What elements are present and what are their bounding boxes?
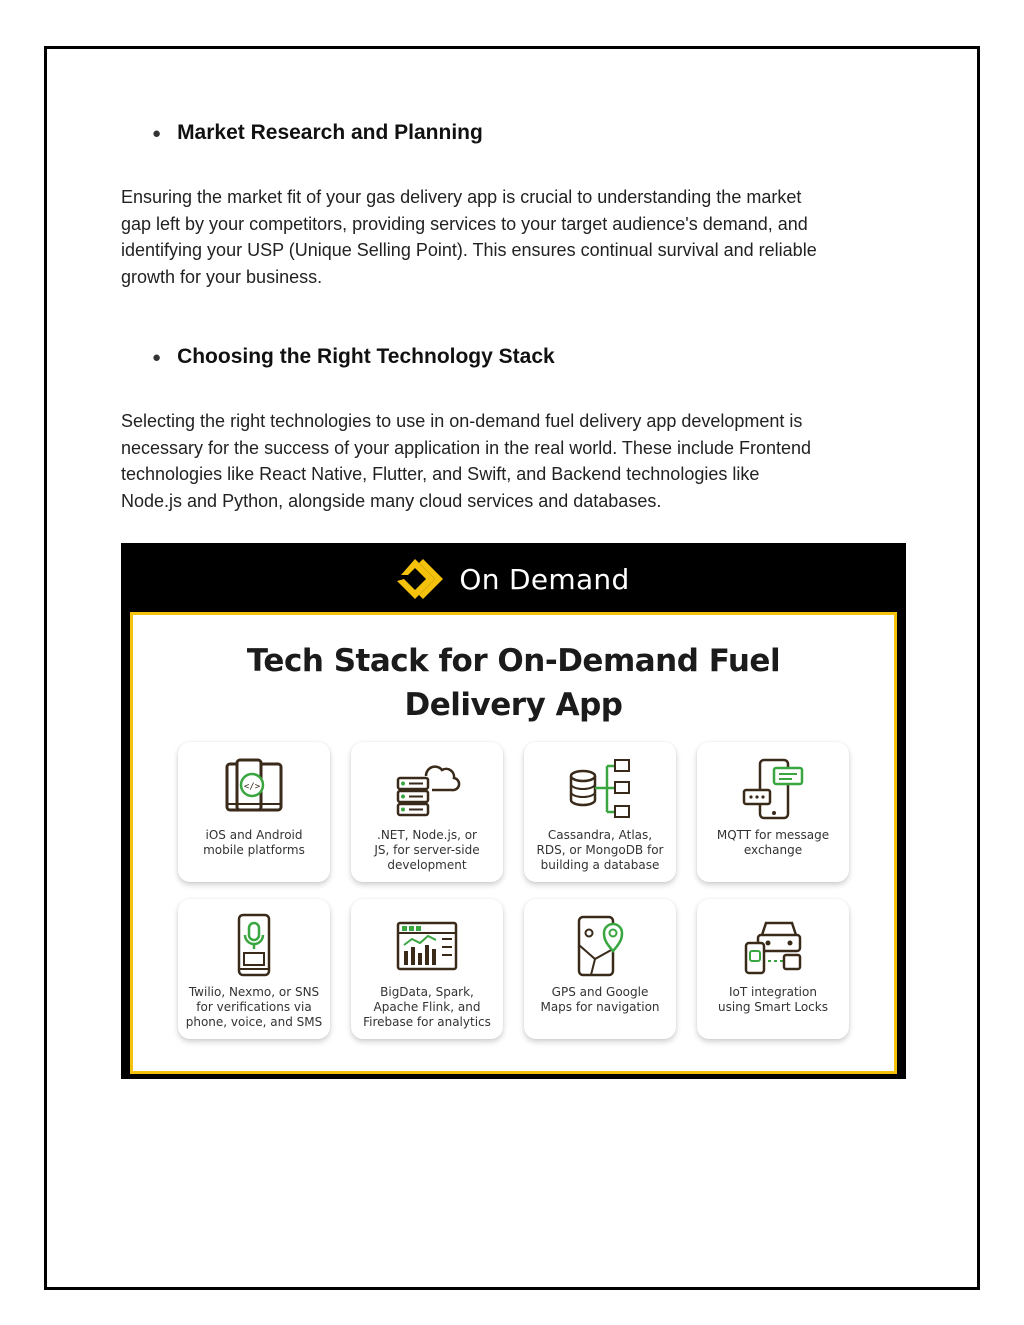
tech-card-mobile xyxy=(178,742,330,882)
card-label-line: Maps for navigation xyxy=(540,1000,660,1014)
card-label-line: exchange xyxy=(743,843,803,857)
card-label-line: Cassandra, Atlas, xyxy=(547,828,653,842)
tech-card-messaging xyxy=(697,742,849,882)
tech-card-database xyxy=(524,742,676,882)
database-tree-icon xyxy=(565,754,635,824)
tech-card-server xyxy=(351,742,503,882)
paragraph-line: technologies like React Native, Flutter, and Swift, and Backend technologies like xyxy=(121,464,760,484)
card-label-line: building a database xyxy=(540,858,660,872)
tech-card-iot xyxy=(697,899,849,1039)
tech-card-navigation xyxy=(524,899,676,1039)
tech-card-verification xyxy=(178,899,330,1039)
paragraph-line: necessary for the success of your application in the real world. These include Frontend xyxy=(121,437,812,458)
card-label-line: IoT integration xyxy=(729,985,817,999)
bullet-icon: ● xyxy=(152,348,162,366)
tech-card-analytics xyxy=(351,899,503,1039)
card-label xyxy=(528,985,672,1015)
card-label-line: phone, voice, and SMS xyxy=(185,1015,323,1029)
card-label-line: GPS and Google xyxy=(551,985,649,999)
map-navigation-icon xyxy=(565,911,635,981)
card-label-line: development xyxy=(387,858,467,872)
brand-name: On Demand xyxy=(459,562,630,596)
paragraph-tech-stack xyxy=(121,408,911,514)
card-label xyxy=(182,828,326,858)
iot-car-icon xyxy=(738,911,808,981)
tech-stack-panel xyxy=(130,612,897,1074)
card-label xyxy=(355,828,499,873)
paragraph-line: identifying your USP (Unique Selling Point). This ensures continual survival and reliable xyxy=(121,240,817,260)
card-label-line: for verifications via xyxy=(196,1000,312,1014)
on-demand-logo-icon xyxy=(397,557,445,601)
card-label-line: Apache Flink, and xyxy=(373,1000,481,1014)
title-line: Tech Stack for On-Demand Fuel xyxy=(246,643,781,679)
card-label-line: Twilio, Nexmo, or SNS xyxy=(188,985,320,999)
title-line: Delivery App xyxy=(404,687,623,723)
card-label-line: Firebase for analytics xyxy=(363,1015,491,1029)
paragraph-line: gap left by your competitors, providing services to your target audience's demand, and xyxy=(121,213,808,234)
paragraph-line: Ensuring the market fit of your gas delivery app is crucial to understanding the market xyxy=(121,187,802,207)
heading-text: Choosing the Right Technology Stack xyxy=(177,345,555,368)
message-exchange-icon xyxy=(738,754,808,824)
paragraph-line: growth for your business. xyxy=(121,266,323,287)
bullet-icon: ● xyxy=(152,124,162,142)
card-label-line: .NET, Node.js, or xyxy=(377,828,477,842)
card-label-line: JS, for server-side xyxy=(374,843,480,857)
card-label-line: using Smart Locks xyxy=(718,1000,828,1014)
section-heading-market-research xyxy=(152,121,483,145)
svg-text:</>: </> xyxy=(243,782,261,792)
card-label-line: RDS, or MongoDB for xyxy=(536,843,664,857)
paragraph-line: Node.js and Python, alongside many cloud services and databases. xyxy=(121,490,662,511)
brand-header xyxy=(121,543,906,615)
card-label-line: iOS and Android xyxy=(205,828,303,842)
card-label xyxy=(701,828,845,858)
card-label xyxy=(355,985,499,1030)
paragraph-market-research xyxy=(121,184,911,290)
card-label xyxy=(182,985,326,1030)
phone-voice-icon xyxy=(219,911,289,981)
card-label xyxy=(701,985,845,1015)
mobile-code-icon xyxy=(219,754,289,824)
infographic-title xyxy=(133,639,894,727)
server-cloud-icon xyxy=(392,754,462,824)
card-label-line: MQTT for message xyxy=(716,828,830,842)
section-heading-tech-stack xyxy=(152,345,555,369)
heading-text: Market Research and Planning xyxy=(177,121,483,144)
card-label-line: BigData, Spark, xyxy=(380,985,474,999)
paragraph-line: Selecting the right technologies to use in on-demand fuel delivery app development is xyxy=(121,411,803,431)
tech-stack-infographic xyxy=(121,543,906,1079)
card-label xyxy=(528,828,672,873)
card-label-line: mobile platforms xyxy=(203,843,305,857)
analytics-dashboard-icon xyxy=(392,911,462,981)
